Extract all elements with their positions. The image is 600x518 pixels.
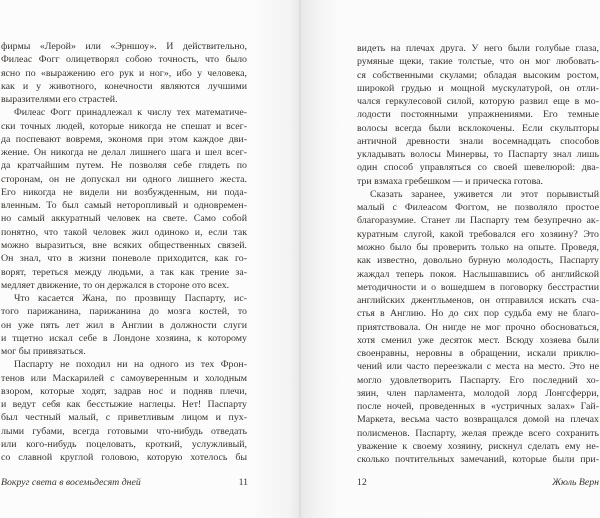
text-line: он уже пять лет жил в Англии в должности слуги bbox=[1, 319, 247, 331]
text-line: румяные щеки, такие толстые, что он мог любовать- bbox=[357, 56, 599, 68]
page-left-text-column bbox=[1, 40, 247, 465]
running-title-author: Жюль Верн bbox=[552, 477, 599, 488]
text-line: ски точных людей, которые никогда не спешат и всег- bbox=[1, 120, 247, 132]
text-line: малый с Филеасом Фоггом, не позволяло простое bbox=[357, 202, 599, 214]
text-line: можно выразиться, вне всяких общественных связей. bbox=[1, 239, 247, 251]
text-line: как известно, довольно бурную молодость, Паспарту bbox=[357, 255, 599, 267]
text-line: взором, которые ходят, задрав нос и подняв плечи, bbox=[1, 385, 247, 397]
text-line: античной древности знали восемнадцать способов bbox=[357, 135, 599, 147]
text-line: куратным слугой, какой требовался его хозяину? Это bbox=[357, 228, 599, 240]
text-line: Его никогда не видели ни возбужденным, ни пода- bbox=[1, 186, 247, 198]
text-line: но самый аккуратный человек на свете. Само собой bbox=[1, 213, 247, 225]
text-line: Он знал, что в жизни поневоле приходится, как го- bbox=[1, 253, 247, 265]
text-line: приятствовала. Он нигде не мог прочно обосноваться, bbox=[357, 321, 599, 333]
text-line: чался геркулесовой силой, которую развил еще в мо- bbox=[357, 96, 599, 108]
text-line: можно было бы проверить только на опыте. Проведя, bbox=[357, 241, 599, 253]
text-line: сторонам, он не допускал ни одного лишнего жеста. bbox=[1, 173, 247, 185]
text-line: был честный малый, с приветливым лицом и пух- bbox=[1, 412, 247, 424]
text-line: чений или часто переезжали с места на место. Это не bbox=[357, 361, 599, 373]
text-line: да кратчайшим путем. Не позволяя себе глядеть по bbox=[1, 160, 247, 172]
page-number-right: 12 bbox=[357, 477, 367, 488]
text-line: могло удовлетворить Паспарту. Его последний хо- bbox=[357, 374, 599, 386]
page-left bbox=[0, 0, 299, 518]
text-line: ся собственными скулами; обладая высоким ростом, bbox=[357, 69, 599, 81]
text-line: стья в Англию. Но до сих пор судьба ему не благо- bbox=[357, 308, 599, 320]
text-line: понятно, что такой человек жил одиноко и, если так bbox=[1, 226, 247, 238]
text-line: английских джентльменов, он отправился искать сча- bbox=[357, 295, 599, 307]
text-line: Паспарту не походил ни на одного из тех Фрон- bbox=[14, 359, 247, 371]
text-line: и тщетно искал себе в Лондоне хозяина, к которому bbox=[1, 332, 247, 344]
text-line: один способ управляться со своей шевелюрой: два- bbox=[357, 162, 599, 174]
page-right-text-column bbox=[357, 42, 599, 467]
text-line: жение. Он никогда не делал лишнего шага и шел всег- bbox=[1, 147, 247, 159]
text-line: или кого-нибудь поцеловать, кроткий, услужливый, bbox=[1, 438, 247, 450]
page-right bbox=[301, 0, 600, 518]
text-line: после ночей, проведенных в «устричных залах» Гай- bbox=[357, 401, 599, 413]
page-number-left: 11 bbox=[238, 477, 248, 488]
text-line: зяин, член парламента, молодой лорд Лонгсферри, bbox=[357, 387, 599, 399]
text-line: хотя сменил уже десяток мест. Всюду хозяева были bbox=[357, 334, 599, 346]
text-line: укладывать волосы Минервы, то Паспарту знал лишь bbox=[357, 149, 599, 161]
text-line: видеть на плечах друга. У него были голубые глаза, bbox=[357, 43, 599, 54]
text-line: мог бы привязаться. bbox=[1, 346, 86, 358]
text-line: лыми губами, всегда готовыми что-нибудь отведать bbox=[1, 425, 247, 437]
text-line: Маркета, весьма часто возвращался домой на плечах bbox=[357, 414, 599, 426]
text-line: полисменов. Паспарту, желая прежде всего сохранить bbox=[357, 427, 599, 439]
text-line: Филеас Фогг принадлежал к числу тех математиче- bbox=[14, 107, 247, 119]
page-left-footer bbox=[1, 477, 248, 488]
text-line: жаждал теперь покоя. Наслышавшись об английской bbox=[357, 268, 599, 280]
text-line: благоразумие. Станет ли Паспарту тем безупречно ак- bbox=[357, 215, 599, 227]
text-line: того парижанина, парижанина до мозга костей, то bbox=[1, 306, 247, 318]
text-line: Что касается Жана, по прозвищу Паспарту, ис- bbox=[14, 293, 247, 305]
text-line: медляет движение, то он держался в стороне ото всех. bbox=[1, 279, 230, 291]
text-line: волосы всегда были всклокочены. Если скульпторы bbox=[357, 122, 599, 134]
text-line: Сказать заранее, уживется ли этот порывистый bbox=[370, 188, 599, 200]
text-line: своенравны, неровны в обращении, искали приклю- bbox=[357, 348, 599, 360]
text-line: уважение к своему хозяину, рискнул сделать ему не- bbox=[357, 440, 599, 452]
page-right-footer bbox=[357, 477, 599, 488]
text-line: и ведут себя как бесстыжие наглецы. Нет! Паспарту bbox=[1, 399, 247, 411]
text-line: фирмы «Лерой» или «Эрншоу». И действительно, bbox=[1, 41, 247, 52]
text-line: лодости постоянными упражнениями. Его темные bbox=[357, 109, 599, 121]
text-line: выразителями его страстей. bbox=[1, 94, 118, 106]
text-line: широкой грудью и мощной мускулатурой, он отли- bbox=[357, 82, 599, 94]
text-line: три взмаха гребешком — и прическа готова. bbox=[357, 175, 543, 187]
text-line: ворят, тереться между людьми, а так как трение за- bbox=[1, 266, 247, 278]
text-line: тенов или Маскарилей с самоуверенным и холодным bbox=[1, 372, 247, 384]
running-title-book: Вокруг света в восемьдесят дней bbox=[1, 477, 141, 488]
text-line: да поспевают вовремя, экономя при этом каждое дви- bbox=[1, 133, 247, 145]
text-line: сколько почтительных замечаний, которые были при- bbox=[357, 454, 599, 466]
text-line: вленным. То был самый неторопливый и одновремен- bbox=[1, 200, 247, 212]
text-line: со славной круглой головою, которую хотелось бы bbox=[1, 452, 247, 464]
text-line: методичности и о вошедшем в поговорку бесстрастии bbox=[357, 281, 599, 293]
text-line: ясно по «выражению его рук и ног», ибо у человека, bbox=[1, 67, 247, 79]
text-line: Филеас Фогг олицетворял собою точность, что было bbox=[1, 54, 247, 66]
text-line: как и у животного, конечности являются лучшими bbox=[1, 80, 247, 92]
